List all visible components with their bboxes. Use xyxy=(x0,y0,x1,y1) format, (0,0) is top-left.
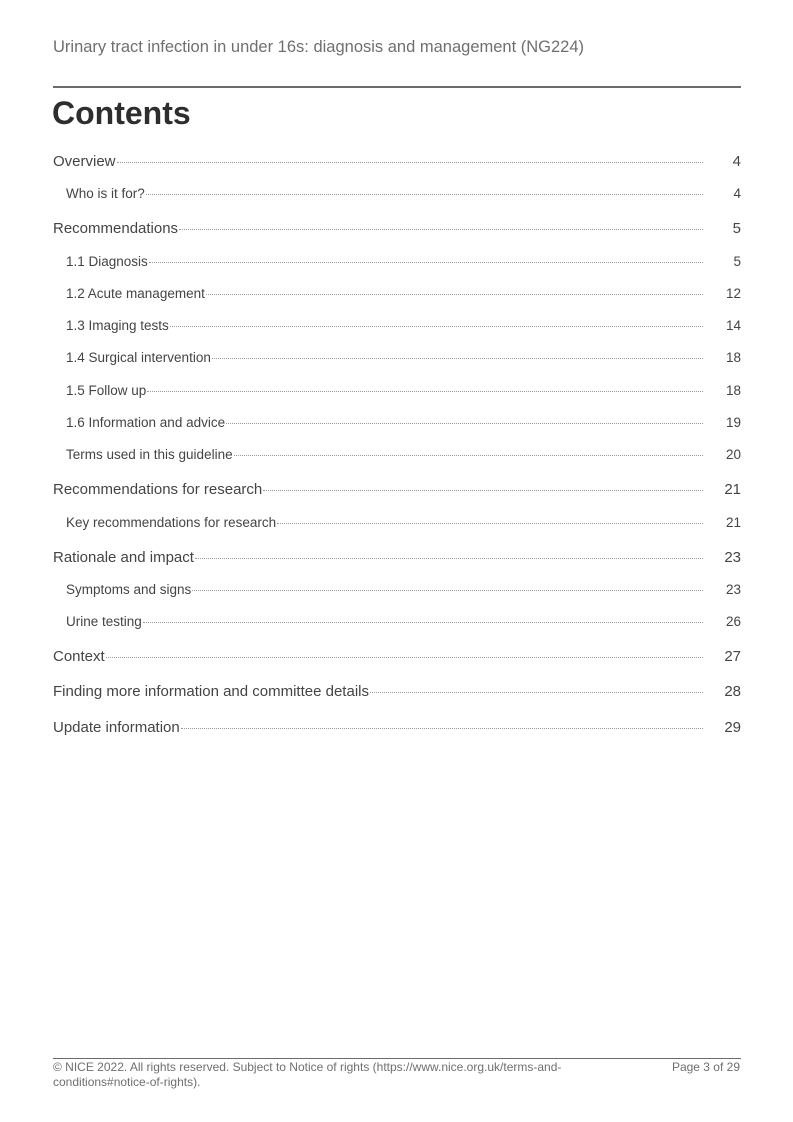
toc-dot-leader xyxy=(170,325,703,327)
toc-dot-leader xyxy=(106,656,703,658)
toc-entry-label: 1.3 Imaging tests xyxy=(66,318,169,333)
toc-entry-page: 27 xyxy=(724,648,741,665)
footer-page-number: Page 3 of 29 xyxy=(671,1060,740,1074)
footer-divider xyxy=(53,1058,741,1059)
toc-dot-leader xyxy=(263,489,703,491)
toc-entry-page: 21 xyxy=(725,515,741,530)
toc-entry-page: 21 xyxy=(724,481,741,498)
toc-entry-label: Key recommendations for research xyxy=(66,515,277,530)
toc-entry-page: 5 xyxy=(732,220,741,237)
toc-entry-key-recommendations-for-research[interactable] xyxy=(53,515,741,530)
toc-entry-page: 18 xyxy=(725,350,741,365)
toc-entry-follow-up[interactable] xyxy=(53,383,741,398)
document-header-title: Urinary tract infection in under 16s: diagnosis and management (NG224) xyxy=(53,38,585,56)
toc-entry-label: Terms used in this guideline xyxy=(66,447,233,462)
toc-dot-leader xyxy=(192,589,703,591)
toc-entry-label: 1.5 Follow up xyxy=(66,383,147,398)
footer-copyright: © NICE 2022. All rights reserved. Subject to Notice of rights (https://www.nice.org.uk/terms-and-conditions#notice-of-rights). xyxy=(53,1060,562,1089)
toc-entry-information-and-advice[interactable] xyxy=(53,415,741,430)
toc-dot-leader xyxy=(206,293,703,295)
toc-entry-page: 5 xyxy=(733,254,741,269)
toc-dot-leader xyxy=(143,621,703,623)
toc-entry-surgical-intervention[interactable] xyxy=(53,350,741,365)
toc-entry-label: Urine testing xyxy=(66,614,142,629)
toc-entry-label: Context xyxy=(53,648,105,665)
toc-dot-leader xyxy=(195,557,703,559)
toc-entry-page: 14 xyxy=(725,318,741,333)
toc-entry-acute-management[interactable] xyxy=(53,286,741,301)
toc-entry-label: Update information xyxy=(53,719,180,736)
toc-entry-page: 28 xyxy=(724,683,741,700)
toc-entry-update-information[interactable] xyxy=(53,719,741,736)
toc-dot-leader xyxy=(212,357,703,359)
toc-dot-leader xyxy=(234,454,703,456)
toc-dot-leader xyxy=(179,228,703,230)
toc-entry-label: 1.6 Information and advice xyxy=(66,415,226,430)
toc-entry-imaging-tests[interactable] xyxy=(53,318,741,333)
toc-dot-leader xyxy=(277,522,703,524)
header-divider xyxy=(53,86,741,88)
toc-entry-page: 23 xyxy=(725,582,741,597)
toc-entry-label: Overview xyxy=(53,153,116,170)
toc-entry-recommendations-for-research[interactable] xyxy=(53,481,741,498)
toc-entry-page: 4 xyxy=(732,153,741,170)
toc-entry-page: 12 xyxy=(725,286,741,301)
toc-entry-context[interactable] xyxy=(53,648,741,665)
toc-entry-urine-testing[interactable] xyxy=(53,614,741,629)
toc-entry-label: 1.4 Surgical intervention xyxy=(66,350,211,365)
toc-entry-label: 1.2 Acute management xyxy=(66,286,205,301)
toc-entry-terms-used[interactable] xyxy=(53,447,741,462)
toc-dot-leader xyxy=(370,691,703,693)
toc-entry-overview[interactable] xyxy=(53,153,741,170)
toc-dot-leader xyxy=(146,193,703,195)
toc-entry-label: Finding more information and committee details xyxy=(53,683,369,700)
toc-dot-leader xyxy=(147,390,703,392)
toc-entry-finding-more-information[interactable] xyxy=(53,683,741,700)
toc-entry-label: Who is it for? xyxy=(66,186,145,201)
toc-entry-page: 18 xyxy=(725,383,741,398)
toc-entry-label: Rationale and impact xyxy=(53,549,194,566)
contents-heading: Contents xyxy=(52,95,191,131)
toc-entry-recommendations[interactable] xyxy=(53,220,741,237)
toc-entry-label: Symptoms and signs xyxy=(66,582,192,597)
toc-entry-who-is-it-for[interactable] xyxy=(53,186,741,201)
toc-entry-diagnosis[interactable] xyxy=(53,254,741,269)
toc-entry-rationale-and-impact[interactable] xyxy=(53,549,741,566)
toc-entry-page: 29 xyxy=(724,719,741,736)
toc-dot-leader xyxy=(181,727,703,729)
toc-entry-page: 20 xyxy=(725,447,741,462)
toc-entry-page: 23 xyxy=(724,549,741,566)
toc-dot-leader xyxy=(117,161,703,163)
toc-entry-page: 4 xyxy=(733,186,741,201)
toc-entry-page: 19 xyxy=(725,415,741,430)
toc-entry-label: Recommendations for research xyxy=(53,481,263,498)
toc-dot-leader xyxy=(226,422,703,424)
toc-entry-page: 26 xyxy=(725,614,741,629)
toc-dot-leader xyxy=(149,261,703,263)
toc-entry-label: Recommendations xyxy=(53,220,179,237)
toc-entry-label: 1.1 Diagnosis xyxy=(66,254,148,269)
toc-entry-symptoms-and-signs[interactable] xyxy=(53,582,741,597)
